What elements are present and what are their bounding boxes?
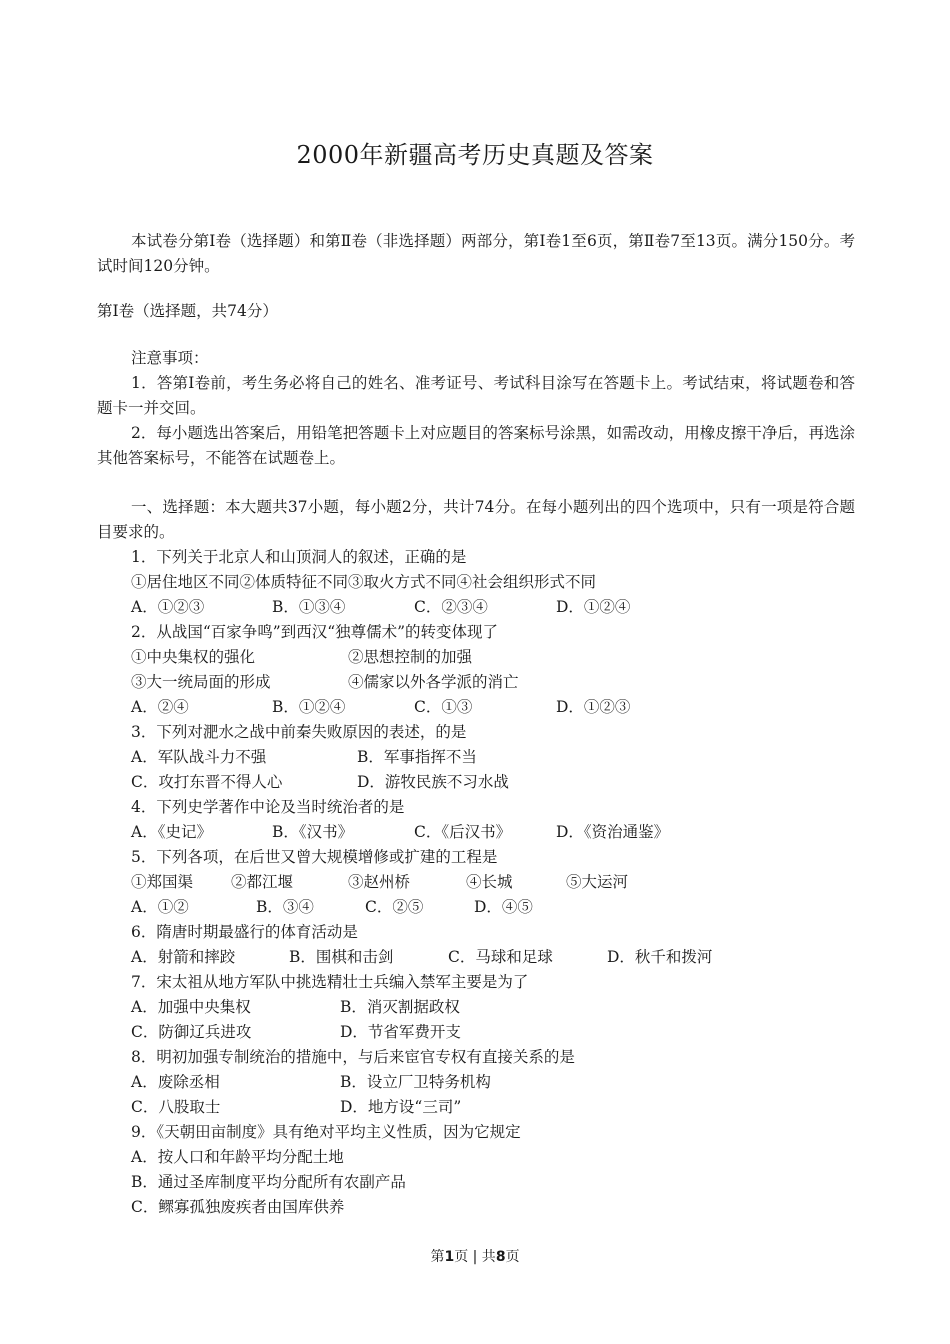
question-3-option-a: A．军队战斗力不强 [131,748,267,766]
question-3-option-c: C．攻打东晋不得人心 [131,773,283,791]
question-2-option-b: B．①②④ [272,698,346,716]
question-1-option-d: D．①②④ [556,598,631,616]
question-9-stem: 9．《天朝田亩制度》具有绝对平均主义性质，因为它规定 [131,1123,521,1141]
footer-middle: 页 | 共 [454,1249,496,1265]
notice-heading: 注意事项： [131,349,209,367]
question-5-statement-4: ④长城 [466,873,513,891]
question-8-option-a: A．废除丞相 [131,1073,220,1091]
question-7-option-a: A．加强中央集权 [131,998,251,1016]
question-8-stem: 8．明初加强专制统治的措施中，与后来宦官专权有直接关系的是 [131,1048,575,1066]
question-6-option-b: B．围棋和击剑 [289,948,394,966]
question-5-statement-1: ①郑国渠 [131,873,194,891]
question-5-option-d: D．④⑤ [474,898,533,916]
question-7-stem: 7．宋太祖从地方军队中挑选精壮士兵编入禁军主要是为了 [131,973,529,991]
question-6-option-c: C．马球和足球 [448,948,553,966]
question-8-option-d: D．地方设“三司” [340,1098,462,1116]
question-2-statement-3: ③大一统局面的形成 [131,673,271,691]
question-2-statement-2: ②思想控制的加强 [348,648,473,666]
question-7-option-d: D．节省军费开支 [340,1023,461,1041]
page-footer [0,1246,950,1266]
question-4-option-b: B．《汉书》 [272,823,354,841]
question-1-stem: 1．下列关于北京人和山顶洞人的叙述，正确的是 [131,548,467,566]
question-8-option-c: C．八股取士 [131,1098,221,1116]
footer-total-pages: 8 [495,1249,506,1265]
question-2-option-a: A．②④ [131,698,189,716]
footer-suffix: 页 [505,1249,520,1265]
question-8-option-b: B．设立厂卫特务机构 [340,1073,491,1091]
question-3-option-d: D．游牧民族不习水战 [357,773,509,791]
question-4-option-d: D．《资治通鉴》 [556,823,670,841]
section-heading: 第Ⅰ卷（选择题，共74分） [97,302,278,320]
question-5-statement-2: ②都江堰 [231,873,294,891]
question-2-statement-4: ④儒家以外各学派的消亡 [348,673,519,691]
notice-item-1: 1．答第Ⅰ卷前，考生务必将自己的姓名、准考证号、考试科目涂写在答题卡上。考试结束，将试题卷和答题卡一并交回。 [97,374,855,417]
question-2-option-c: C．①③ [414,698,473,716]
question-7-option-c: C．防御辽兵进攻 [131,1023,252,1041]
question-1-statements: ①居住地区不同②体质特征不同③取火方式不同④社会组织形式不同 [131,573,597,591]
question-3-stem: 3．下列对淝水之战中前秦失败原因的表述，的是 [131,723,467,741]
question-6-option-d: D．秋千和拨河 [607,948,713,966]
question-5-statement-5: ⑤大运河 [566,873,629,891]
question-5-option-c: C．②⑤ [365,898,424,916]
question-4-option-a: A．《史记》 [131,823,212,841]
question-9-option-a: A．按人口和年龄平均分配土地 [131,1148,344,1166]
question-2-stem: 2．从战国“百家争鸣”到西汉“独尊儒术”的转变体现了 [131,623,499,641]
question-1-option-c: C．②③④ [414,598,488,616]
question-4-option-c: C．《后汉书》 [414,823,512,841]
question-3-option-b: B．军事指挥不当 [357,748,477,766]
intro-paragraph: 本试卷分第Ⅰ卷（选择题）和第Ⅱ卷（非选择题）两部分，第Ⅰ卷1至6页，第Ⅱ卷7至13页。满分150分。考试时间120分钟。 [97,232,855,275]
question-5-statement-3: ③赵州桥 [348,873,411,891]
question-5-option-b: B．③④ [256,898,314,916]
notice-item-2: 2．每小题选出答案后，用铅笔把答题卡上对应题目的答案标号涂黑，如需改动，用橡皮擦干净后，再选涂其他答案标号，不能答在试题卷上。 [97,424,855,467]
question-6-stem: 6．隋唐时期最盛行的体育活动是 [131,923,358,941]
question-9-option-c: C．鳏寡孤独废疾者由国库供养 [131,1198,345,1216]
footer-prefix: 第 [430,1249,445,1265]
question-1-option-a: A．①②③ [131,598,205,616]
question-2-statement-1: ①中央集权的强化 [131,648,256,666]
question-1-option-b: B．①③④ [272,598,346,616]
question-2-option-d: D．①②③ [556,698,631,716]
question-6-option-a: A．射箭和摔跤 [131,948,236,966]
footer-page-number: 1 [444,1249,455,1265]
question-4-stem: 4．下列史学著作中论及当时统治者的是 [131,798,405,816]
question-5-option-a: A．①② [131,898,189,916]
question-7-option-b: B．消灭割据政权 [340,998,460,1016]
question-9-option-b: B．通过圣库制度平均分配所有农副产品 [131,1173,406,1191]
question-5-stem: 5．下列各项，在后世又曾大规模增修或扩建的工程是 [131,848,498,866]
document-title: 2000年新疆高考历史真题及答案 [296,141,654,169]
part-one-instructions: 一、选择题：本大题共37小题，每小题2分，共计74分。在每小题列出的四个选项中，只有一项是符合题目要求的。 [97,498,855,541]
